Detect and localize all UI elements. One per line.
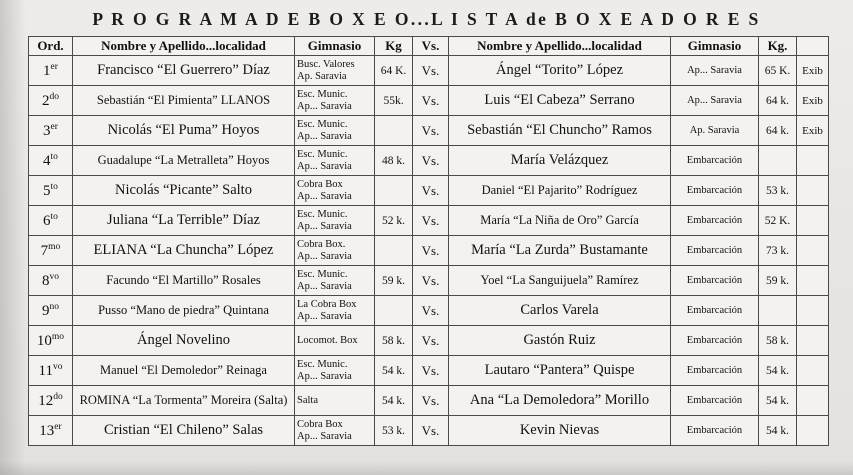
- cell-kg-right: [759, 296, 797, 326]
- cell-exhibition-flag: [797, 296, 829, 326]
- cell-kg-right: 54 k.: [759, 386, 797, 416]
- order-suffix: do: [53, 391, 63, 402]
- table-row: [29, 176, 829, 206]
- cell-gym-left: [295, 356, 375, 386]
- cell-gym-right: [671, 86, 759, 116]
- cell-kg-left: 53 k.: [375, 416, 413, 446]
- cell-gym-left: [295, 146, 375, 176]
- order-number: 10: [36, 332, 52, 349]
- gym-right-line1: Embarcación: [686, 424, 743, 436]
- cell-boxer-left: Manuel “El Demoledor” Reinaga: [73, 356, 295, 386]
- table-header-row: [29, 37, 829, 56]
- cell-kg-right: 54 k.: [759, 416, 797, 446]
- cell-gym-right: [671, 176, 759, 206]
- gym-right-line1: Ap... Saravia: [687, 94, 742, 106]
- cell-versus: Vs.: [413, 326, 449, 356]
- cell-boxer-right: Sebastián “El Chuncho” Ramos: [449, 116, 671, 146]
- gym-left-line1: Cobra Box: [297, 418, 343, 430]
- cell-gym-right: [671, 146, 759, 176]
- cell-boxer-right: María “La Niña de Oro” García: [449, 206, 671, 236]
- cell-kg-right: 64 k.: [759, 116, 797, 146]
- order-suffix: er: [54, 421, 62, 432]
- header-gym-right: Gimnasio: [671, 37, 759, 56]
- header-name-left: Nombre y Apellido...localidad: [73, 37, 295, 56]
- gym-left-line2: Ap... Saravia: [297, 220, 352, 232]
- cell-exhibition-flag: [797, 326, 829, 356]
- cell-kg-right: 73 k.: [759, 236, 797, 266]
- cell-boxer-left: Facundo “El Martillo” Rosales: [73, 266, 295, 296]
- gym-right-line1: Embarcación: [686, 334, 743, 346]
- table-row: [29, 206, 829, 236]
- cell-exhibition-flag: [797, 386, 829, 416]
- cell-kg-left: 54 k.: [375, 356, 413, 386]
- order-number: 11: [38, 362, 53, 379]
- cell-versus: Vs.: [413, 116, 449, 146]
- cell-boxer-left: Juliana “La Terrible” Díaz: [73, 206, 295, 236]
- cell-kg-left: 58 k.: [375, 326, 413, 356]
- gym-right-line1: Embarcación: [686, 154, 743, 166]
- order-suffix: to: [50, 151, 58, 162]
- table-row: [29, 296, 829, 326]
- gym-right-line1: Embarcación: [686, 244, 743, 256]
- cell-gym-right: [671, 266, 759, 296]
- table-row: [29, 116, 829, 146]
- order-suffix: no: [49, 301, 59, 312]
- gym-right-line1: Ap. Saravia: [689, 124, 740, 136]
- header-gym-left: Gimnasio: [295, 37, 375, 56]
- order-number: 4: [43, 152, 51, 169]
- gym-right-line1: Embarcación: [686, 274, 743, 286]
- cell-order: [29, 416, 73, 446]
- cell-order: [29, 56, 73, 86]
- gym-left-line2: Ap... Saravia: [297, 100, 352, 112]
- gym-left-line2: Ap... Saravia: [297, 130, 352, 142]
- cell-kg-right: 59 k.: [759, 266, 797, 296]
- order-suffix: do: [49, 91, 59, 102]
- gym-left-line1: Esc. Munic.: [297, 88, 348, 100]
- cell-gym-left: [295, 386, 375, 416]
- order-number: 13: [39, 422, 55, 439]
- gym-left-line2: Ap... Saravia: [297, 430, 352, 442]
- cell-gym-right: [671, 386, 759, 416]
- cell-boxer-right: María “La Zurda” Bustamante: [449, 236, 671, 266]
- cell-boxer-right: María Velázquez: [449, 146, 671, 176]
- cell-order: [29, 206, 73, 236]
- cell-gym-left: [295, 116, 375, 146]
- cell-order: [29, 236, 73, 266]
- cell-kg-left: [375, 116, 413, 146]
- cell-boxer-left: Guadalupe “La Metralleta” Hoyos: [73, 146, 295, 176]
- cell-kg-left: 48 k.: [375, 146, 413, 176]
- gym-right-line1: Embarcación: [686, 304, 743, 316]
- cell-versus: Vs.: [413, 266, 449, 296]
- header-kg-right: Kg.: [759, 37, 797, 56]
- cell-exhibition-flag: Exib: [797, 116, 829, 146]
- header-ord: Ord.: [29, 37, 73, 56]
- cell-order: [29, 146, 73, 176]
- table-row: [29, 356, 829, 386]
- cell-kg-right: 52 K.: [759, 206, 797, 236]
- cell-gym-right: [671, 116, 759, 146]
- cell-versus: Vs.: [413, 146, 449, 176]
- page-title: P R O G R A M A D E B O X E O...L I S T A de B O X E A D O R E S: [92, 9, 761, 29]
- cell-versus: Vs.: [413, 296, 449, 326]
- cell-versus: Vs.: [413, 356, 449, 386]
- cell-gym-right: [671, 206, 759, 236]
- cell-order: [29, 176, 73, 206]
- table-header: [29, 37, 829, 56]
- cell-order: [29, 116, 73, 146]
- cell-boxer-left: Sebastián “El Pimienta” LLANOS: [73, 86, 295, 116]
- boxers-table-container: [28, 36, 828, 446]
- cell-kg-left: 52 k.: [375, 206, 413, 236]
- order-number: 6: [43, 212, 51, 229]
- order-suffix: to: [50, 181, 58, 192]
- cell-order: [29, 356, 73, 386]
- order-number: 7: [40, 242, 49, 259]
- order-suffix: er: [50, 61, 58, 72]
- paper-shadow-bottom: [0, 461, 853, 475]
- cell-kg-right: 65 K.: [759, 56, 797, 86]
- cell-boxer-left: ELIANA “La Chuncha” López: [73, 236, 295, 266]
- gym-left-line2: Ap... Saravia: [297, 190, 352, 202]
- gym-left-line1: Cobra Box.: [297, 238, 346, 250]
- cell-versus: Vs.: [413, 56, 449, 86]
- order-number: 2: [42, 92, 50, 109]
- cell-boxer-left: Francisco “El Guerrero” Díaz: [73, 56, 295, 86]
- cell-versus: Vs.: [413, 86, 449, 116]
- cell-boxer-right: Luis “El Cabeza” Serrano: [449, 86, 671, 116]
- cell-exhibition-flag: [797, 206, 829, 236]
- cell-order: [29, 386, 73, 416]
- cell-exhibition-flag: [797, 146, 829, 176]
- cell-boxer-left: Cristian “El Chileno” Salas: [73, 416, 295, 446]
- cell-boxer-right: Daniel “El Pajarito” Rodríguez: [449, 176, 671, 206]
- cell-gym-left: [295, 326, 375, 356]
- gym-left-line2: Ap... Saravia: [297, 280, 352, 292]
- cell-exhibition-flag: [797, 236, 829, 266]
- cell-exhibition-flag: Exib: [797, 56, 829, 86]
- order-number: 12: [38, 392, 54, 409]
- gym-left-line1: Esc. Munic.: [297, 148, 348, 160]
- gym-left-line1: Busc. Valores: [297, 58, 355, 70]
- order-suffix: mo: [48, 241, 61, 252]
- cell-boxer-right: Kevin Nievas: [449, 416, 671, 446]
- cell-order: [29, 266, 73, 296]
- cell-order: [29, 326, 73, 356]
- cell-gym-left: [295, 236, 375, 266]
- cell-kg-left: [375, 176, 413, 206]
- gym-left-line1: La Cobra Box: [297, 298, 357, 310]
- cell-boxer-left: Ángel Novelino: [73, 326, 295, 356]
- cell-exhibition-flag: [797, 266, 829, 296]
- cell-versus: Vs.: [413, 236, 449, 266]
- cell-boxer-right: Gastón Ruiz: [449, 326, 671, 356]
- order-suffix: mo: [51, 331, 65, 342]
- cell-boxer-left: Nicolás “El Puma” Hoyos: [73, 116, 295, 146]
- table-row: [29, 326, 829, 356]
- gym-left-line2: Ap... Saravia: [297, 160, 352, 172]
- table-row: [29, 416, 829, 446]
- order-number: 5: [43, 182, 51, 199]
- gym-left-line1: Salta: [297, 394, 318, 406]
- gym-left-line2: Ap... Saravia: [297, 250, 352, 262]
- gym-left-line1: Cobra Box: [297, 178, 343, 190]
- cell-gym-left: [295, 296, 375, 326]
- cell-boxer-right: Ana “La Demoledora” Morillo: [449, 386, 671, 416]
- gym-right-line1: Embarcación: [686, 364, 743, 376]
- cell-kg-left: [375, 236, 413, 266]
- cell-kg-left: 59 k.: [375, 266, 413, 296]
- order-number: 3: [43, 122, 51, 139]
- cell-kg-left: 55k.: [375, 86, 413, 116]
- order-suffix: vo: [52, 361, 63, 372]
- cell-boxer-left: ROMINA “La Tormenta” Moreira (Salta): [73, 386, 295, 416]
- cell-gym-left: [295, 86, 375, 116]
- cell-boxer-right: Lautaro “Pantera” Quispe: [449, 356, 671, 386]
- cell-gym-right: [671, 356, 759, 386]
- order-suffix: vo: [49, 271, 59, 282]
- cell-kg-right: 64 k.: [759, 86, 797, 116]
- cell-kg-right: 54 k.: [759, 356, 797, 386]
- table-body: [29, 56, 829, 446]
- cell-boxer-right: Carlos Varela: [449, 296, 671, 326]
- cell-gym-left: [295, 266, 375, 296]
- gym-left-line1: Esc. Munic.: [297, 358, 348, 370]
- gym-left-line2: Ap... Saravia: [297, 310, 352, 322]
- header-exib: [797, 37, 829, 56]
- cell-gym-left: [295, 56, 375, 86]
- gym-left-line1: Locomot. Box: [297, 334, 358, 346]
- order-suffix: er: [50, 121, 58, 132]
- gym-left-line1: Esc. Munic.: [297, 268, 348, 280]
- cell-gym-left: [295, 206, 375, 236]
- cell-kg-left: 64 K.: [375, 56, 413, 86]
- order-number: 9: [42, 302, 50, 319]
- cell-order: [29, 296, 73, 326]
- table-row: [29, 56, 829, 86]
- cell-gym-left: [295, 176, 375, 206]
- cell-gym-right: [671, 326, 759, 356]
- cell-gym-right: [671, 236, 759, 266]
- boxers-table: [28, 36, 829, 446]
- gym-right-line1: Embarcación: [686, 214, 743, 226]
- cell-boxer-left: Nicolás “Picante” Salto: [73, 176, 295, 206]
- order-number: 1: [43, 62, 51, 79]
- gym-left-line2: Ap... Saravia: [297, 370, 352, 382]
- order-suffix: to: [50, 211, 58, 222]
- cell-exhibition-flag: [797, 416, 829, 446]
- table-row: [29, 86, 829, 116]
- gym-left-line1: Esc. Munic.: [297, 208, 348, 220]
- cell-gym-right: [671, 296, 759, 326]
- cell-boxer-left: Pusso “Mano de piedra” Quintana: [73, 296, 295, 326]
- header-kg-left: Kg: [375, 37, 413, 56]
- table-row: [29, 266, 829, 296]
- order-number: 8: [42, 272, 50, 289]
- cell-versus: Vs.: [413, 206, 449, 236]
- table-row: [29, 236, 829, 266]
- cell-exhibition-flag: Exib: [797, 86, 829, 116]
- cell-kg-left: 54 k.: [375, 386, 413, 416]
- cell-order: [29, 86, 73, 116]
- table-row: [29, 386, 829, 416]
- gym-left-line1: Esc. Munic.: [297, 118, 348, 130]
- cell-gym-right: [671, 56, 759, 86]
- cell-kg-right: [759, 146, 797, 176]
- cell-gym-left: [295, 416, 375, 446]
- cell-boxer-right: Yoel “La Sanguijuela” Ramírez: [449, 266, 671, 296]
- cell-versus: Vs.: [413, 176, 449, 206]
- paper-shadow-left: [0, 0, 26, 475]
- header-vs: Vs.: [413, 37, 449, 56]
- cell-versus: Vs.: [413, 386, 449, 416]
- cell-gym-right: [671, 416, 759, 446]
- gym-right-line1: Embarcación: [686, 394, 743, 406]
- cell-kg-right: 58 k.: [759, 326, 797, 356]
- cell-exhibition-flag: [797, 176, 829, 206]
- table-row: [29, 146, 829, 176]
- gym-left-line2: Ap. Saravia: [297, 70, 347, 82]
- cell-kg-left: [375, 296, 413, 326]
- gym-right-line1: Ap... Saravia: [687, 64, 742, 76]
- cell-exhibition-flag: [797, 356, 829, 386]
- cell-boxer-right: Ángel “Torito” López: [449, 56, 671, 86]
- header-name-right: Nombre y Apellido...localidad: [449, 37, 671, 56]
- gym-right-line1: Embarcación: [686, 184, 743, 196]
- cell-kg-right: 53 k.: [759, 176, 797, 206]
- cell-versus: Vs.: [413, 416, 449, 446]
